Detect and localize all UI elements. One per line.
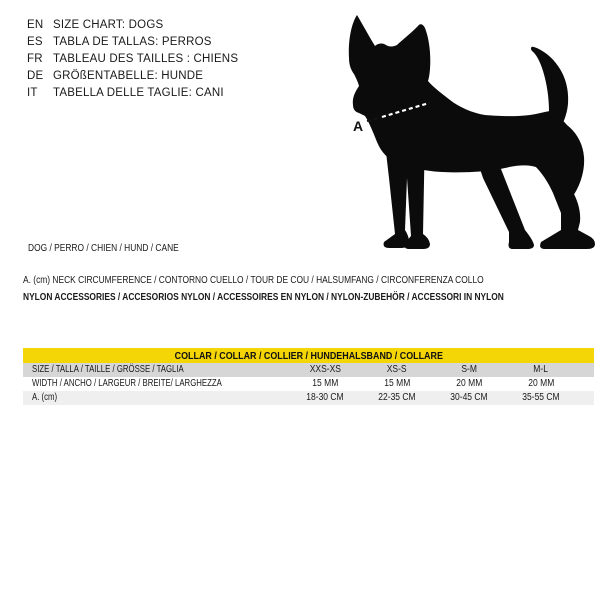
cell-value-text: 15 MM — [384, 378, 410, 389]
cell-value-text: 35-55 CM — [522, 392, 560, 403]
size-table-header-text: COLLAR / COLLAR / COLLIER / HUNDEHALSBAND / COLLARE — [174, 349, 443, 362]
measure-marker-a: A — [353, 118, 364, 134]
table-cell-value — [361, 391, 433, 405]
table-cell-value — [505, 391, 577, 405]
table-cell-value — [289, 363, 361, 377]
dog-hind-leg-far — [477, 160, 534, 249]
table-cell-value — [505, 377, 577, 391]
table-cell-value — [289, 377, 361, 391]
language-code: EN — [27, 18, 44, 31]
language-row-fr — [27, 50, 238, 67]
size-table — [23, 348, 594, 405]
accessories-note — [23, 291, 600, 303]
cell-value-text: 20 MM — [456, 378, 482, 389]
table-row-size — [23, 363, 594, 377]
cell-value-text: S-M — [461, 364, 477, 375]
row-label-text: A. (cm) — [32, 392, 58, 403]
row-label-text: SIZE / TALLA / TAILLE / GRÖSSE / TAGLIA — [32, 364, 184, 375]
table-row-neck — [23, 391, 594, 405]
language-list — [27, 16, 238, 101]
language-row-es — [27, 33, 238, 50]
table-cell-value — [505, 363, 577, 377]
row-label-text: WIDTH / ANCHO / LARGEUR / BREITE/ LARGHEZZA — [32, 378, 222, 389]
language-row-en — [27, 16, 238, 33]
cell-value-text: 18-30 CM — [306, 392, 344, 403]
language-code: ES — [27, 35, 43, 48]
table-cell-value — [361, 377, 433, 391]
language-title: SIZE CHART: DOGS — [53, 18, 164, 31]
cell-value-text: 15 MM — [312, 378, 338, 389]
animal-species-text: DOG / PERRO / CHIEN / HUND / CANE — [28, 242, 179, 254]
animal-species-line — [28, 242, 216, 254]
language-code: DE — [27, 69, 44, 82]
language-row-it — [27, 84, 238, 101]
language-code: IT — [27, 86, 38, 99]
size-table-header — [23, 348, 594, 363]
cell-value-text: 20 MM — [528, 378, 554, 389]
cell-value-text: 30-45 CM — [450, 392, 488, 403]
language-title: TABLA DE TALLAS: PERROS — [53, 35, 212, 48]
table-cell-value — [361, 363, 433, 377]
table-cell-value — [433, 391, 505, 405]
language-title: TABELLA DELLE TAGLIE: CANI — [53, 86, 224, 99]
table-row-width — [23, 377, 594, 391]
table-cell-value — [289, 391, 361, 405]
cell-value-text: XXS-XS — [309, 364, 341, 375]
measurement-note — [23, 274, 599, 286]
table-cell-label — [23, 391, 289, 405]
accessories-note-text: NYLON ACCESSORIES / ACCESORIOS NYLON / ACCESSOIRES EN NYLON / NYLON-ZUBEHÖR / ACCESSORI IN NYLON — [23, 291, 504, 303]
table-cell-label — [23, 377, 289, 391]
cell-value-text: XS-S — [387, 364, 407, 375]
measurement-note-text: A. (cm) NECK CIRCUMFERENCE / CONTORNO CUELLO / TOUR DE COU / HALSUMFANG / CIRCONFERENZA COLLO — [23, 274, 484, 286]
table-cell-value — [433, 363, 505, 377]
language-row-de — [27, 67, 238, 84]
dog-silhouette-figure — [337, 8, 595, 254]
language-title: GRÖßENTABELLE: HUNDE — [53, 69, 204, 82]
table-cell-value — [433, 377, 505, 391]
cell-value-text: M-L — [533, 364, 549, 375]
language-code: FR — [27, 52, 43, 65]
language-title: TABLEAU DES TAILLES : CHIENS — [53, 52, 239, 65]
dog-silhouette-icon — [337, 8, 595, 254]
table-cell-label — [23, 363, 289, 377]
cell-value-text: 22-35 CM — [378, 392, 416, 403]
